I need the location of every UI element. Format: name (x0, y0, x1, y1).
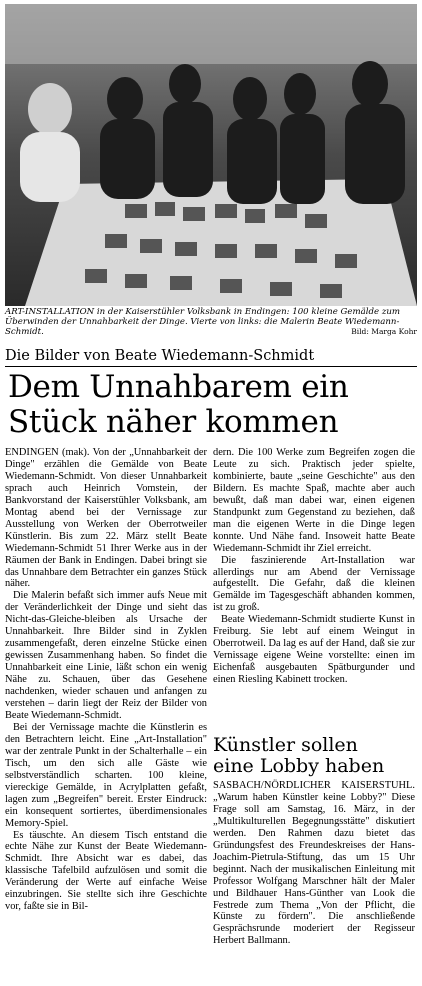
article-headline (8, 370, 418, 440)
paragraph: Es täuschte. An diesem Tisch entstand die echte Nähe zur Kunst der Beate Wiedemann-Schmidt. Ihre Absicht war es dabei, das klassische Tafelbild aufzulösen und somit die Veränderung der Werte auf einfache Weise einzubringen. Sie stellte sich ihre Geschichte vor, faßte sie in Bil- (5, 829, 207, 913)
photo-art-installation-icon (5, 4, 417, 306)
caption-text: ART-INSTALLATION in der Kaiserstühler Volksbank in Endingen: 100 kleine Gemälde zum Überwinden der Unnahbarkeit der Dinge. Vierte von links: die Malerin Beate Wiedemann-Schmidt. (5, 307, 401, 337)
paragraph: Die Malerin befaßt sich immer aufs Neue mit der Veränderlichkeit der Dinge und sieht das Nicht-das-Gleiche-bleiben als Ursache der Unnahbarkeit. Ihre Bilder sind in Zyklen zusammengefaßt, deren einzelne Stücke einen gewissen Zusammenhang haben. So findet die Unnahbarkeit eine Linie, läßt schon ein wenig Nähe zu. Schauen, über das Gesehene nachdenken, wieder schauen und anfangen zu verstehen – darin liegt der Reiz der Bilder von Beate Wiedemann-Schmidt. (5, 590, 207, 721)
sidebar-headline-line-1: Künstler sollen (213, 734, 358, 756)
paragraph: SASBACH/NÖRDLICHER KAISERSTUHL. „Warum haben Künstler keine Lobby?" Diese Frage soll am Samstag, 16. März, in der „Multikulturellen Begegnungsstätte" diskutiert werden. Den Rahmen dazu bietet das Gründungsfest des Freundeskreises der Hans-Joachim-Pietrula-Stiftung, das um 15 Uhr beginnt. Nach der musikalischen Einleitung mit Professor Wolfgang Marschner hält der Maler und Bildhauer Hans-Günther van Look die Festrede zum Thema „Von der Pflicht, die Künste zu fördern". Die anschließende Gesprächsrunde moderiert der Regisseur Herbert Ballmann. (213, 780, 415, 947)
headline-line-1: Dem Unnahbarem ein (8, 369, 349, 405)
paragraph: ENDINGEN (mak). Von der „Unnahbarkeit der Dinge" erzählen die Gemälde von Beate Wiedemann-Schmidt. Von dieser Unnahbarkeit sprach auch Heinrich Vomstein, der Bankvorstand der Kaiserstühler Volksbank, am Montag abend bei der Vernissage zur Ausstellung von Werken der Oberrotweiler Künstlerin. Bis zum 22. März stellt Beate Wiedemann-Schmidt 51 Ihrer Werke aus in der Räumen der Bank in Endingen. Dabei bringt sie das Unnahbare dem Betrachter ein ganzes Stück näher. (5, 447, 207, 590)
paragraph: Die faszinierende Art-Installation war allerdings nur am Abend der Vernissage aufgestellt. Die Gefahr, daß die kleinen Gemälde im Tagesgeschäft abhanden kommen, ist zu groß. (213, 554, 415, 614)
sidebar-headline-line-2: eine Lobby haben (213, 754, 385, 777)
sidebar-article-text (213, 780, 415, 947)
sidebar-headline (213, 735, 418, 776)
photo-caption (5, 307, 417, 337)
article-kicker: Die Bilder von Beate Wiedemann-Schmidt (5, 348, 417, 367)
headline-line-2: Stück näher kommen (8, 404, 339, 440)
paragraph: dern. Die 100 Werke zum Begreifen zogen die Leute zu sich. Praktisch jeder spielte, kombinierte, baute „seine Geschichte" aus den Bildern. Es machte Spaß, machte aber auch bewußt, daß man dabei war, einen eigenen Standpunkt zum Gegenstand zu beziehen, daß man die eigenen Werte in die Dinge legen konnte. Und Nähe fand. Insoweit hatte Beate Wiedemann-Schmidt ihr Ziel erreicht. (213, 447, 415, 554)
article-column-2 (213, 447, 415, 686)
article-column-1 (5, 447, 207, 913)
paragraph: Bei der Vernissage machte die Künstlerin es den Betrachtern leicht. Eine „Art-Installation" war der zentrale Punkt in der Schalterhalle – ein Tisch, um den sich alle Gäste wie selbstverständlich scharten. 100 kleine, viereckige Gemälde, in Acrylplatten gefaßt, lagen zum „Begreifen" bereit. Erster Eindruck: ein konsequent sortiertes, überdimensionales Memory-Spiel. (5, 721, 207, 829)
article-photo (5, 4, 417, 306)
paragraph: Beate Wiedemann-Schmidt studierte Kunst in Freiburg. Sie lebt auf einem Weingut in Oberrotweil. Da lag es auf der Hand, daß sie zur Vernissage eigene Weine vorstellte: einen im Eichenfaß ausgebauten Spätburgunder und einen Riesling Kabinett trocken. (213, 614, 415, 686)
photo-credit: Bild: Marga Kohr (351, 327, 417, 336)
